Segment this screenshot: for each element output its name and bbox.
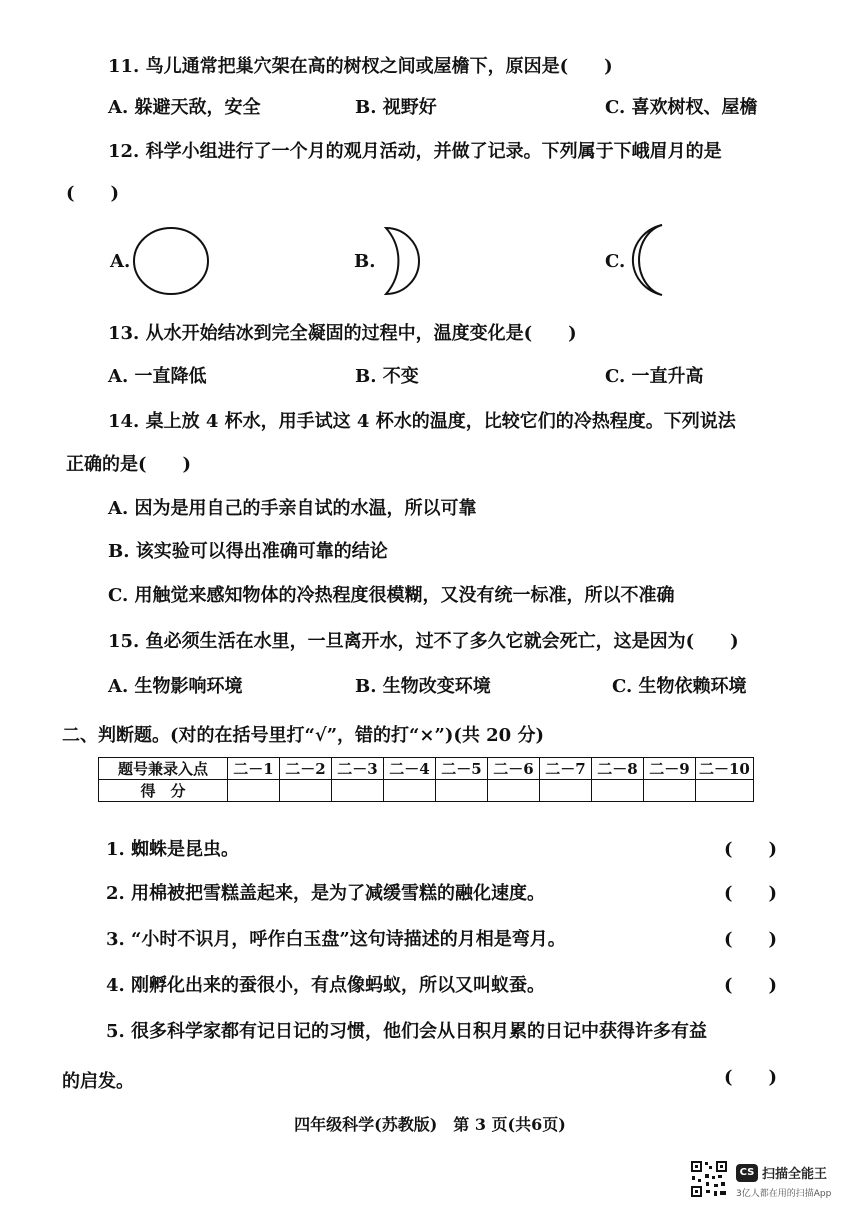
score-table-col: 二－5 xyxy=(436,758,488,780)
q11-option-c: C. 喜欢树杈、屋檐 xyxy=(605,97,758,118)
score-table-col: 二－2 xyxy=(280,758,332,780)
tf-answer-1[interactable]: ( ) xyxy=(724,839,778,860)
score-table-col: 二－6 xyxy=(488,758,540,780)
section2-heading: 二、判断题。(对的在括号里打“√”，错的打“×”)(共 20 分) xyxy=(62,725,544,746)
q15-option-b: B. 生物改变环境 xyxy=(355,676,491,697)
q13-option-a: A. 一直降低 xyxy=(108,366,207,387)
score-cell[interactable] xyxy=(696,780,754,802)
q12-option-b-label: B. xyxy=(354,251,376,272)
tf-answer-5[interactable]: ( ) xyxy=(724,1067,778,1088)
q12-option-c-label: C. xyxy=(605,251,626,272)
q12-stem: 12. 科学小组进行了一个月的观月活动，并做了记录。下列属于下峨眉月的是 xyxy=(108,141,722,162)
camscanner-logo-icon: CS xyxy=(736,1164,758,1182)
score-table-header-row xyxy=(99,758,754,780)
q15-option-c: C. 生物依赖环境 xyxy=(612,676,747,697)
tf-item-4: 4. 刚孵化出来的蚕很小，有点像蚂蚁，所以又叫蚁蚕。 xyxy=(106,975,546,996)
q13-option-b: B. 不变 xyxy=(355,366,419,387)
scanner-watermark xyxy=(690,1160,850,1204)
tf-item-1: 1. 蜘蛛是昆虫。 xyxy=(106,839,240,860)
score-cell[interactable] xyxy=(436,780,488,802)
tf-answer-3[interactable]: ( ) xyxy=(724,929,778,950)
q15-stem: 15. 鱼必须生活在水里，一旦离开水，过不了多久它就会死亡，这是因为( ) xyxy=(108,631,739,652)
crescent-moon-icon xyxy=(624,222,674,298)
q11-stem: 11. 鸟儿通常把巢穴架在高的树杈之间或屋檐下，原因是( ) xyxy=(108,56,613,77)
score-table-col: 二－10 xyxy=(696,758,754,780)
score-cell[interactable] xyxy=(280,780,332,802)
score-table-row-label: 题号兼录入点 xyxy=(99,758,228,780)
q13-stem: 13. 从水开始结冰到完全凝固的过程中，温度变化是( ) xyxy=(108,323,577,344)
score-table-score-row xyxy=(99,780,754,802)
q14-option-c: C. 用触觉来感知物体的冷热程度很模糊，又没有统一标准，所以不准确 xyxy=(108,585,675,606)
scanner-subtitle: 3亿人都在用的扫描App xyxy=(736,1189,832,1199)
q14-option-a: A. 因为是用自己的手亲自试的水温，所以可靠 xyxy=(108,498,477,519)
tf-item-5-cont: 的启发。 xyxy=(62,1071,134,1092)
q12-paren: ( ) xyxy=(66,183,120,204)
tf-answer-2[interactable]: ( ) xyxy=(724,883,778,904)
q12-option-a-label: A. xyxy=(110,251,131,272)
score-table-col: 二－7 xyxy=(540,758,592,780)
q14-stem-cont: 正确的是( ) xyxy=(66,454,192,475)
score-table-col: 二－8 xyxy=(592,758,644,780)
gibbous-moon-icon xyxy=(372,225,432,297)
score-cell[interactable] xyxy=(592,780,644,802)
score-cell[interactable] xyxy=(540,780,592,802)
page-footer: 四年级科学(苏教版) 第 3 页(共6页) xyxy=(294,1115,566,1134)
score-cell[interactable] xyxy=(228,780,280,802)
score-cell[interactable] xyxy=(332,780,384,802)
q13-option-c: C. 一直升高 xyxy=(605,366,704,387)
score-table-col: 二－9 xyxy=(644,758,696,780)
score-cell[interactable] xyxy=(384,780,436,802)
q11-option-b: B. 视野好 xyxy=(355,97,437,118)
q11-option-a: A. 躲避天敌，安全 xyxy=(108,97,261,118)
q14-stem: 14. 桌上放 4 杯水，用手试这 4 杯水的温度，比较它们的冷热程度。下列说法 xyxy=(108,411,736,432)
tf-item-3: 3. “小时不识月，呼作白玉盘”这句诗描述的月相是弯月。 xyxy=(106,929,566,950)
tf-item-2: 2. 用棉被把雪糕盖起来，是为了减缓雪糕的融化速度。 xyxy=(106,883,546,904)
q15-option-a: A. 生物影响环境 xyxy=(108,676,243,697)
tf-item-5: 5. 很多科学家都有记日记的习惯，他们会从日积月累的日记中获得许多有益 xyxy=(106,1021,708,1042)
q14-option-b: B. 该实验可以得出准确可靠的结论 xyxy=(108,541,388,562)
score-table-col: 二－1 xyxy=(228,758,280,780)
tf-answer-4[interactable]: ( ) xyxy=(724,975,778,996)
score-table-col: 二－4 xyxy=(384,758,436,780)
score-row-label: 得 分 xyxy=(99,780,228,802)
full-moon-icon xyxy=(130,225,212,297)
score-table xyxy=(98,757,754,802)
scanner-title: 扫描全能王 xyxy=(762,1167,828,1182)
score-cell[interactable] xyxy=(644,780,696,802)
qr-code-icon xyxy=(690,1160,728,1198)
score-cell[interactable] xyxy=(488,780,540,802)
score-table-col: 二－3 xyxy=(332,758,384,780)
